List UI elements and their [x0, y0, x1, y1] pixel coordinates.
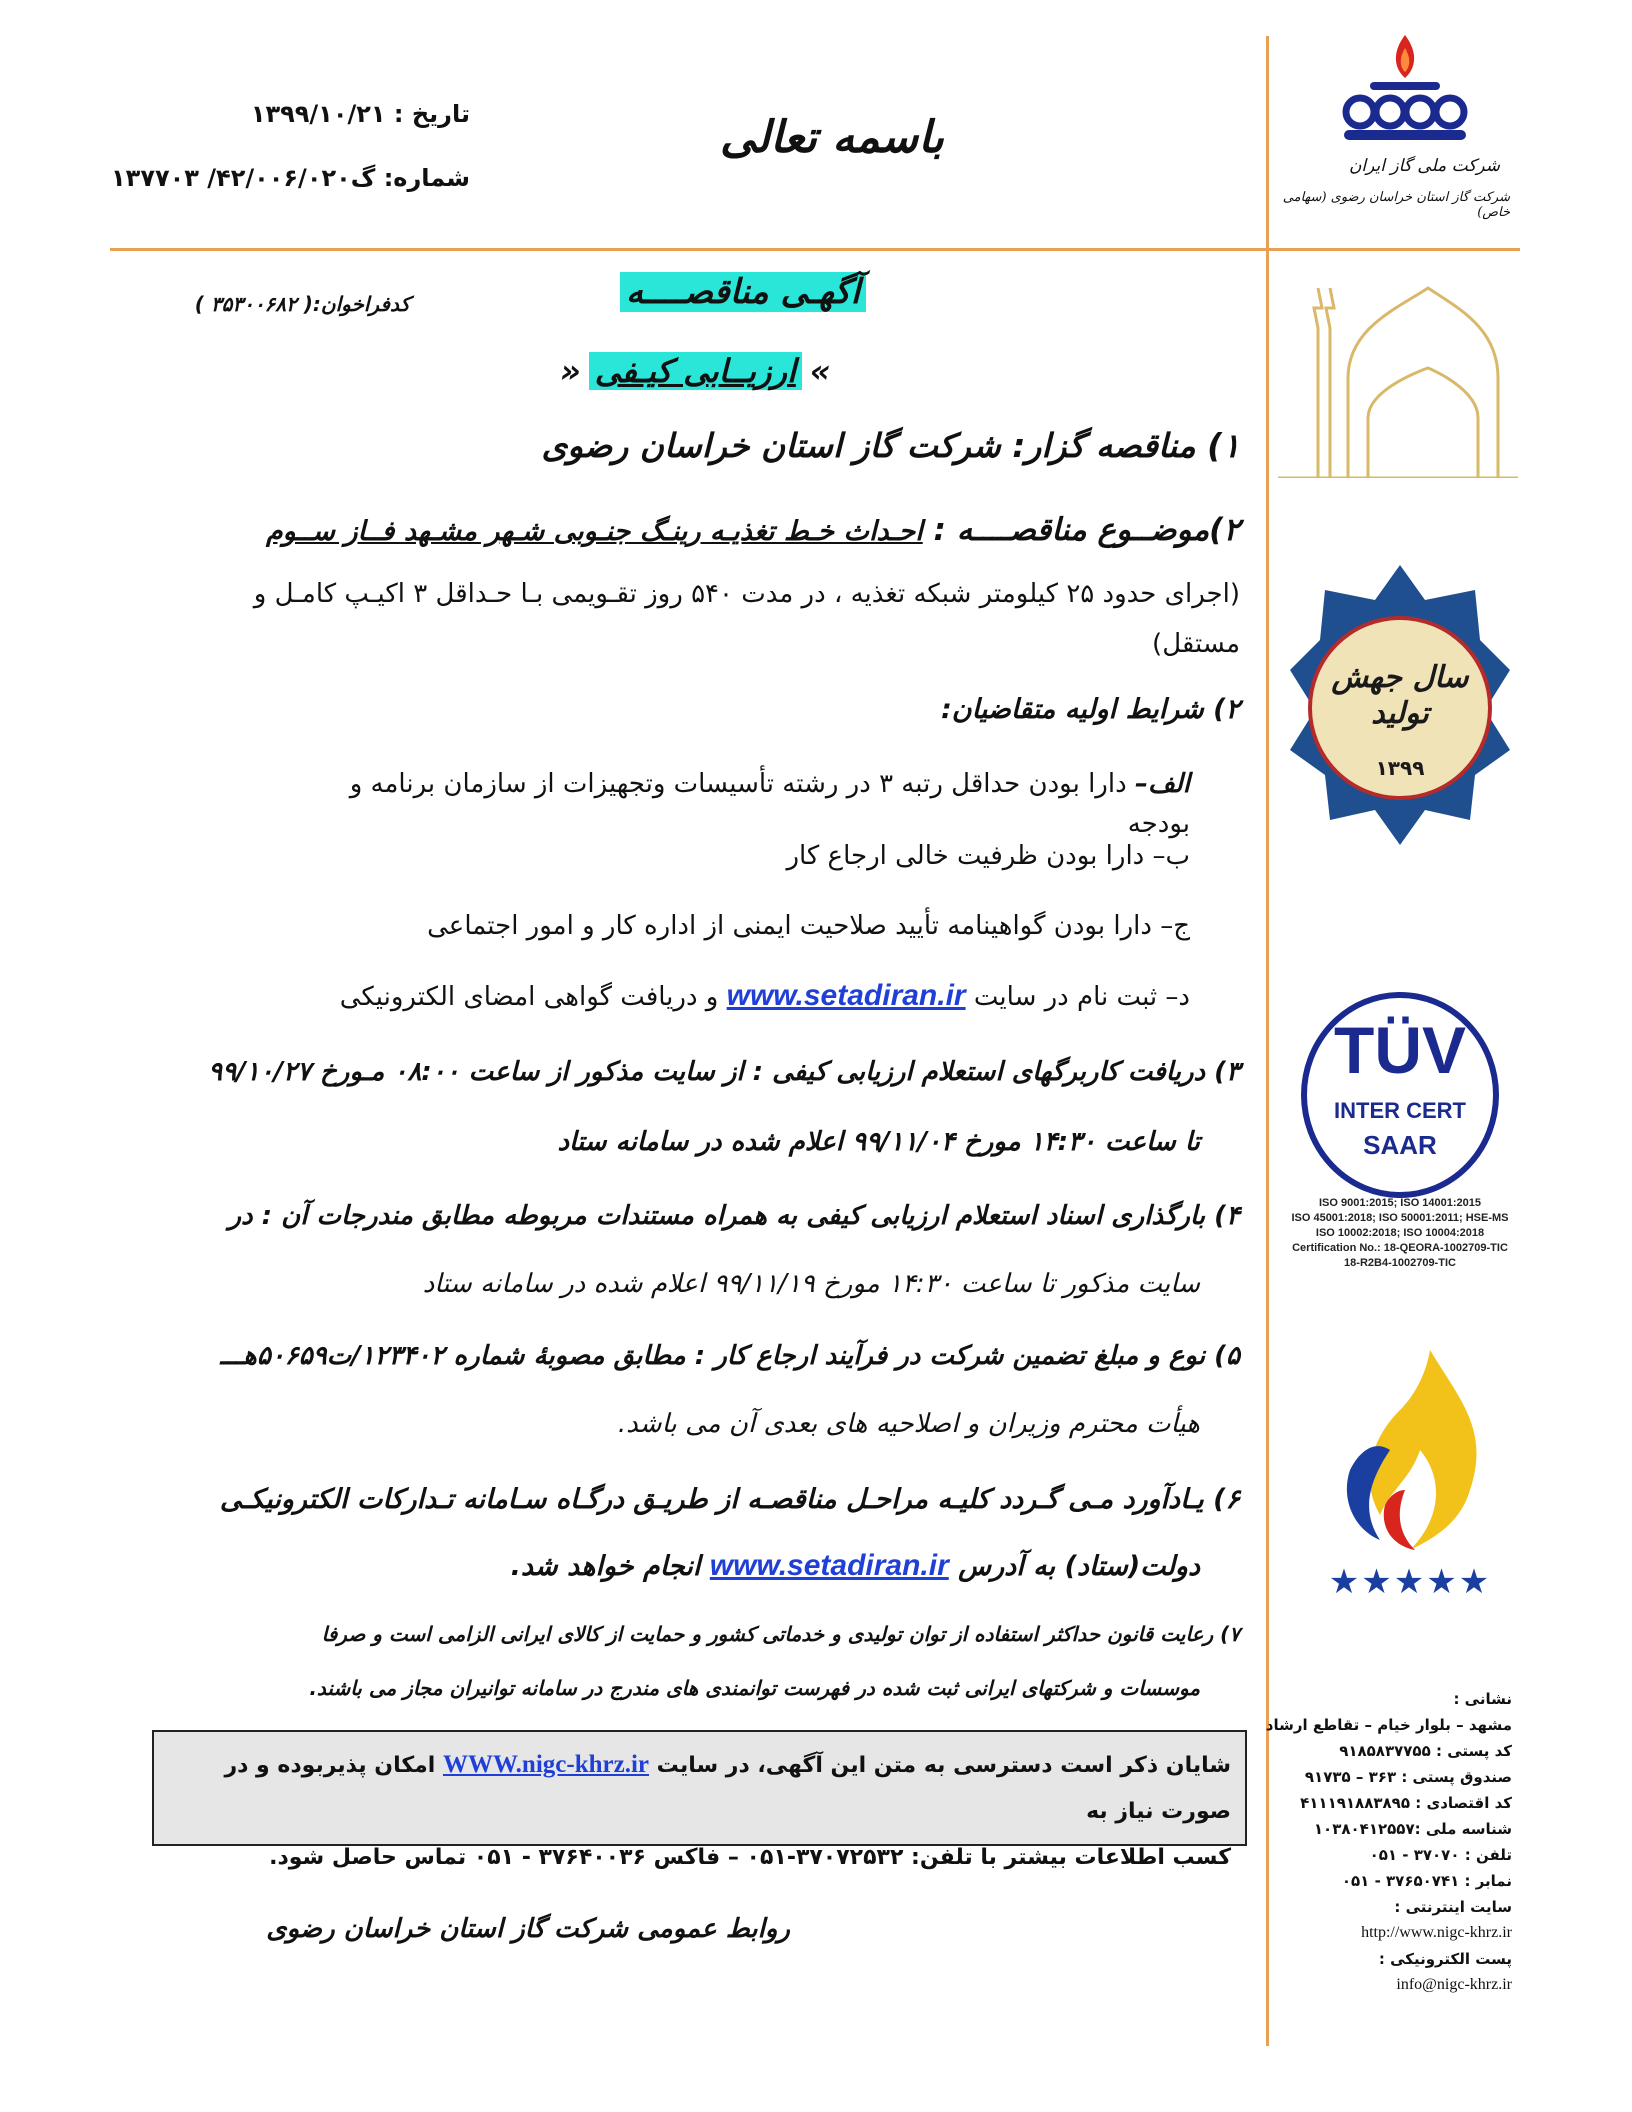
section-6-line-1: ۶) یـادآورد مـی گـردد کلیـه مراحـل مناقصـه از طریـق درگـاه سـامانه تـدارکات الکترونیکـی	[219, 1484, 1240, 1515]
section-conditions-heading: ۲) شرایط اولیه متقاضیان:	[940, 694, 1240, 725]
title-main	[620, 272, 866, 312]
contact-web-label: سایت اینترنتی :	[1394, 1898, 1512, 1916]
contact-fax: نمابر : ۳۷۶۵۰۷۴۱ - ۰۵۱	[1341, 1872, 1512, 1890]
production-leap-text: سال جهش تولید	[1331, 660, 1469, 731]
notice-pre: شایان ذکر است دسترسی به متن این آگهی، در سایت	[656, 1753, 1231, 1778]
company-name-2: شرکت گاز استان خراسان رضوی (سهامی خاص)	[1282, 190, 1510, 220]
condition-c: ج– دارا بودن گواهینامه تأیید صلاحیت ایمنی از اداره کار و امور اجتماعی	[427, 911, 1190, 941]
basmala: باسمه تعالی	[720, 112, 944, 163]
title-sub	[560, 352, 831, 390]
tuv-certification-lines	[1290, 1196, 1510, 1271]
tuv-line: 18-R2B4-1002709-TIC	[1344, 1257, 1456, 1269]
contact-info	[1252, 1686, 1512, 1998]
title-main-text: آگهـی مناقصــــه	[620, 272, 866, 312]
contact-national-id: شناسه ملی :۱۰۳۸۰۴۱۲۵۵۷	[1313, 1820, 1512, 1838]
condition-a-text: دارا بودن حداقل رتبه ۳ در رشته تأسیسات وتجهیزات از سازمان برنامه و بودجه	[349, 769, 1190, 839]
notice-line-1	[168, 1742, 1231, 1835]
tuv-line: ISO 9001:2015; ISO 14001:2015	[1318, 1197, 1482, 1209]
date-label: تاریخ :	[393, 100, 470, 128]
excellence-badge	[1310, 1340, 1510, 1600]
setadiran-link-2[interactable]: www.setadiran.ir	[709, 1549, 949, 1582]
notice-line-2: کسب اطلاعات بیشتر با تلفن: ۳۷۰۷۲۵۳۲-۰۵۱ – فاکس ۳۷۶۴۰۰۳۶ - ۰۵۱ تماس حاصل شود.	[269, 1845, 1231, 1870]
contact-phone: تلفن : ۳۷۰۷۰ - ۰۵۱	[1369, 1846, 1512, 1864]
section-4-line-2: سایت مذکور تا ساعت ۱۴:۳۰ مورخ ۹۹/۱۱/۱۹ اعلام شده در سامانه ستاد	[422, 1269, 1200, 1299]
nigc-website-link[interactable]: WWW.nigc-khrz.ir	[442, 1751, 649, 1778]
mosque-icon	[1278, 268, 1518, 478]
signature: روابط عمومی شرکت گاز استان خراسان رضوی	[266, 1914, 790, 1944]
excellence-flame-icon	[1310, 1340, 1510, 1570]
section-2-value: احـداث خـط تغذیـه رینـگ جنـوبی شـهر مشـهد فــاز ســوم	[265, 516, 923, 547]
setadiran-link-1[interactable]: www.setadiran.ir	[726, 979, 966, 1012]
nigc-flame-icon	[1330, 30, 1480, 150]
tuv-line: ISO 10002:2018; ISO 10004:2018	[1315, 1227, 1485, 1239]
notice-post: امکان پذیربوده و در صورت نیاز به	[224, 1753, 1231, 1824]
section-6-line-2	[440, 1544, 1200, 1589]
section-4-line-1: ۴) بارگذاری اسناد استعلام ارزیابی کیفی به همراه مستندات مربوطه مطابق مندرجات آن : در	[228, 1201, 1240, 1231]
contact-address: مشهد – بلوار خیام – تقاطع ارشاد	[1265, 1716, 1512, 1734]
title-sub-close: »	[560, 352, 581, 390]
tuv-sub-2: SAAR	[1363, 1130, 1437, 1160]
section-6-pre: دولت(ستاد) به آدرس	[958, 1551, 1200, 1582]
section-7-line-2: موسسات و شرکتهای ایرانی ثبت شده در فهرست توانمندی های مندرج در سامانه توانیران مجاز می باشند.	[309, 1676, 1200, 1700]
condition-a	[280, 764, 1190, 844]
section-3-line-2: تا ساعت ۱۴:۳۰ مورخ ۹۹/۱۱/۰۴ اعلام شده در سامانه ستاد	[557, 1127, 1200, 1157]
section-6-post: انجام خواهد شد.	[510, 1551, 701, 1582]
section-7-line-1: ۷) رعایت قانون حداکثر استفاده از توان تولیدی و خدماتی کشور و حمایت از کالای ایرانی الزامی است و صرفا	[321, 1622, 1240, 1646]
date-line	[170, 100, 470, 128]
section-1: ۱) مناقصه گزار: شرکت گاز استان خراسان رضوی	[541, 426, 1240, 465]
section-2-desc-1: (اجرای حدود ۲۵ کیلومتر شبکه تغذیه ، در مدت ۵۴۰ روز تقـویمی بـا حـداقل ۳ اکیـپ کامـل و	[253, 579, 1240, 609]
contact-web[interactable]: http://www.nigc-khrz.ir	[1361, 1924, 1512, 1941]
title-sub-open: «	[809, 352, 831, 390]
notice-box	[152, 1730, 1247, 1870]
production-leap-year: ۱۳۹۹	[1375, 756, 1425, 780]
tuv-line: ISO 45001:2018; ISO 50001:2011; HSE-MS	[1291, 1212, 1509, 1224]
condition-a-label: الف–	[1134, 769, 1190, 799]
tuv-line: Certification No.: 18-QEORA-1002709-TIC	[1292, 1242, 1508, 1254]
section-5-line-2: هیأت محترم وزیران و اصلاحیه های بعدی آن می باشد.	[617, 1409, 1200, 1439]
nigc-logo	[1330, 30, 1480, 150]
tuv-main: TÜV	[1334, 1013, 1466, 1087]
tuv-sub: INTER CERT	[1334, 1098, 1466, 1123]
number-line	[110, 164, 470, 192]
contact-email[interactable]: info@nigc-khrz.ir	[1396, 1976, 1512, 1993]
condition-d	[270, 976, 1190, 1017]
company-name-1: شرکت ملی گاز ایران	[1348, 156, 1500, 176]
section-2-desc-2: مستقل)	[1152, 629, 1240, 659]
production-leap-badge	[1285, 560, 1515, 850]
contact-address-label: نشانی :	[1453, 1690, 1512, 1708]
condition-d-pre: د– ثبت نام در سایت	[973, 982, 1190, 1012]
tuv-badge	[1300, 990, 1500, 1200]
title-sub-text: ارزیــابی کیـفی	[589, 352, 802, 390]
date-value: ۱۳۹۹/۱۰/۲۱	[250, 100, 386, 128]
five-stars: ★★★★★	[1328, 1562, 1492, 1602]
mosque-outline	[1278, 268, 1518, 478]
section-2	[200, 508, 1240, 554]
condition-d-post: و دریافت گواهی امضای الکترونیکی	[339, 982, 719, 1012]
section-3-line-1: ۳) دریافت کاربرگهای استعلام ارزیابی کیفی : از سایت مذکور از ساعت ۰۸:۰۰ مـورخ ۹۹/۱۰/۲۷	[208, 1057, 1240, 1087]
contact-pobox: صندوق پستی : ۳۶۳ – ۹۱۷۳۵	[1304, 1768, 1512, 1786]
number-value: گ۴۲/۰۰۶/۰۲۰/ ۱۳۷۷۰۳	[111, 164, 376, 192]
header-divider	[110, 248, 1520, 251]
contact-postal: کد پستی : ۹۱۸۵۸۳۷۷۵۵	[1339, 1742, 1512, 1760]
call-code: کدفراخوان:( ۳۵۳۰۰۶۸۲ )	[194, 292, 410, 316]
condition-b: ب– دارا بودن ظرفیت خالی ارجاع کار	[786, 841, 1190, 871]
number-label: شماره:	[383, 164, 470, 192]
section-5-line-1: ۵) نوع و مبلغ تضمین شرکت در فرآیند ارجاع کار : مطابق مصوبهٔ شماره ۱۲۳۴۰۲/ت۵۰۶۵۹هـــ	[220, 1341, 1240, 1371]
contact-email-label: پست الکترونیکی :	[1378, 1950, 1512, 1968]
contact-econ-code: کد اقتصادی : ۴۱۱۱۹۱۸۸۳۸۹۵	[1300, 1794, 1512, 1812]
section-2-label: ۲)موضــوع مناقصــــه :	[933, 512, 1240, 548]
